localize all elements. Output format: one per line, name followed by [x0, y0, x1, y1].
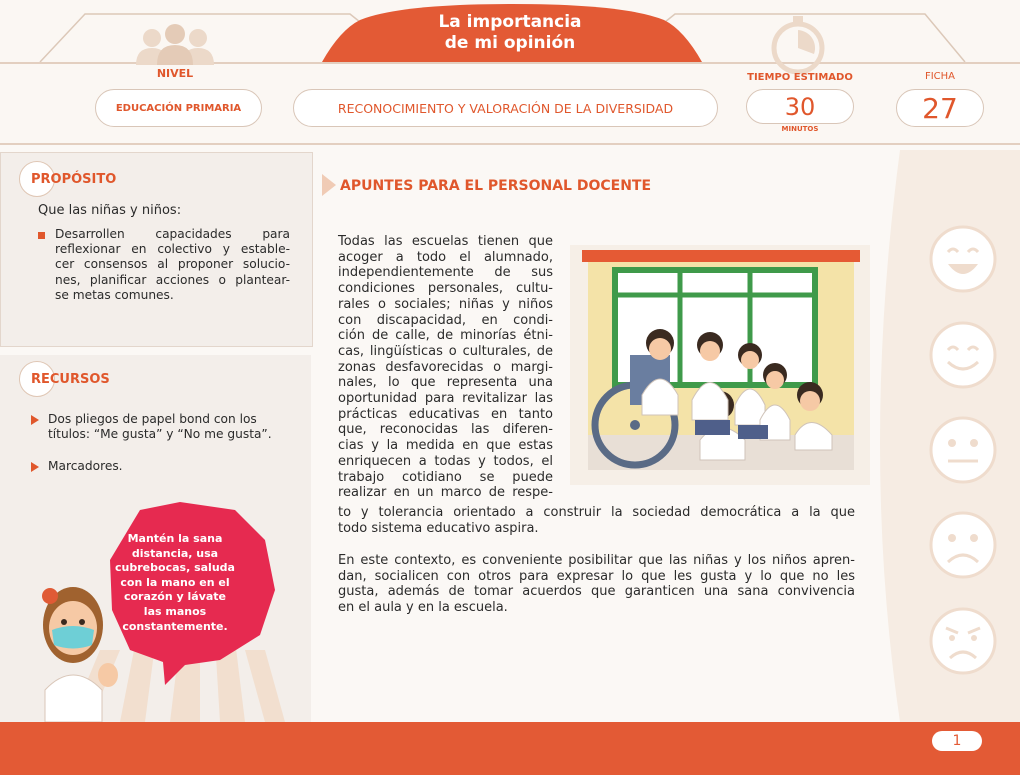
classroom-illustration [570, 245, 870, 485]
header-divider [0, 143, 1020, 145]
neutral-face-icon [928, 415, 998, 485]
page-number: 1 [932, 731, 982, 751]
people-icon [130, 20, 220, 68]
proposito-title: PROPÓSITO [31, 172, 117, 187]
paragraph-1: Todas las escuelas tienen que acoger a todo el alumnado, independientemente de sus condiciones personales, cultu- rales o sociales; niñas y niños con discapacidad, en condi- ción de calle, de minorías étni- cas, lingüísticas o culturales, de zonas desfavorecidas o margi- nales, lo que representa una oportunidad para revitalizar las prácticas educativas en tanto que, reconocidas las diferen- cias y la medida en que estas enriquecen a todas y todos, el trabajo cotidiano se puede realizar en un marco de respe- [338, 234, 553, 501]
proposito-intro: Que las niñas y niños: [38, 203, 182, 218]
hygiene-message: Mantén la sana distancia, usa cubrebocas, saluda con la mano en el corazón y lávate las manos constantemente. [115, 532, 235, 633]
paragraph-2: En este contexto, es conveniente posibilitar que las niñas y los niños apren- dan, socialicen con otros para expresar lo que les gusta y lo que no les gusta, además de tomar acuerdos que garanticen una sana convivencia en el aula y en la escuela. [338, 553, 855, 616]
tiempo-pill [746, 89, 854, 124]
page-title: La importancia de mi opinión [438, 12, 582, 53]
ficha-label: FICHA [924, 71, 956, 82]
bullet-arrow [31, 462, 39, 472]
recursos-item-1: Dos pliegos de papel bond con los títulos: “Me gusta” y “No me gusta”. [48, 412, 272, 442]
tema-value: RECONOCIMIENTO Y VALORACIÓN DE LA DIVERSIDAD [337, 100, 674, 116]
sad-face-icon [928, 510, 998, 580]
paragraph-1-tail: to y tolerancia orientado a construir la sociedad democrática a la que todo sistema educativo aspira. [338, 505, 855, 536]
happy-face-icon [928, 320, 998, 390]
ficha-pill [896, 89, 984, 127]
recursos-item-2: Marcadores. [48, 459, 123, 473]
section-arrow-icon [322, 174, 336, 196]
main-title: APUNTES PARA EL PERSONAL DOCENTE [340, 178, 652, 194]
stopwatch-icon [770, 14, 826, 74]
tiempo-label: TIEMPO ESTIMADO [747, 72, 853, 83]
nivel-label: NIVEL [156, 67, 194, 80]
nivel-value: EDUCACIÓN PRIMARIA [115, 102, 242, 114]
nivel-pill [95, 89, 262, 127]
tema-pill [293, 89, 718, 127]
proposito-text: Desarrollen capacidades para reflexionar en colectivo y estable- cer consensos al proponer solucio- nes, planificar acciones o plantear- se metas comunes. [55, 227, 290, 302]
tiempo-value: 30 [784, 92, 816, 121]
footer-bar [0, 722, 1020, 775]
very-happy-face-icon [928, 224, 998, 294]
bullet-arrow [31, 415, 39, 425]
angry-face-icon [928, 606, 998, 676]
tiempo-unit: MINUTOS [781, 125, 819, 133]
recursos-title: RECURSOS [31, 372, 110, 387]
bullet-square [38, 232, 45, 239]
ficha-value: 27 [922, 91, 958, 125]
